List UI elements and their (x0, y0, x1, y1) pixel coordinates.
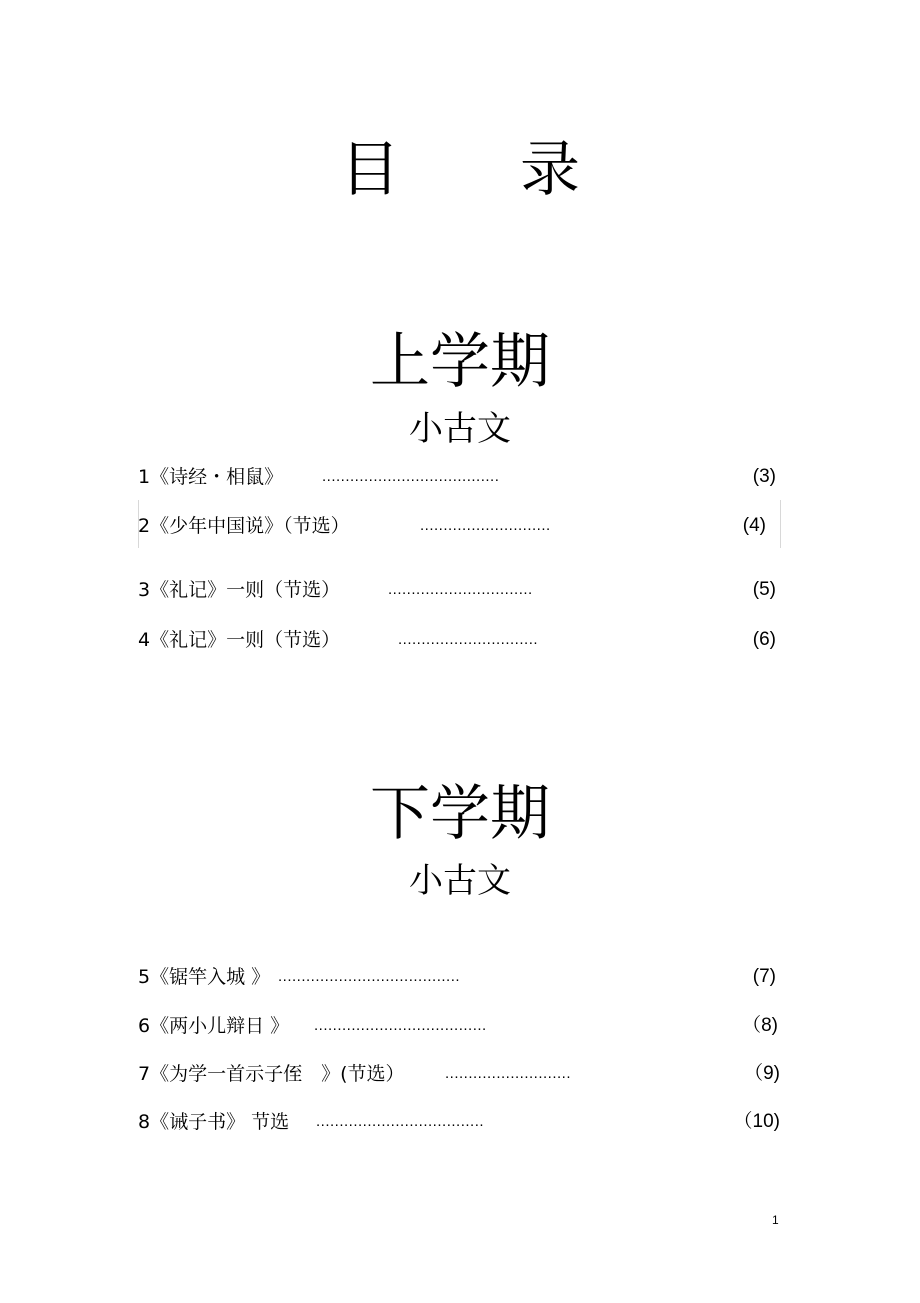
toc-page-number: (5) (752, 579, 776, 600)
toc-leader-dots: ...................................... (322, 468, 500, 485)
toc-leader-dots: ............................... (388, 581, 533, 598)
toc-page-number: （9) (744, 1063, 780, 1084)
toc-leader-dots: .............................. (398, 631, 539, 648)
toc-page-number: (7) (752, 966, 776, 987)
toc-row[interactable] (138, 1061, 780, 1087)
toc-row[interactable] (138, 464, 776, 490)
toc-page-number: (4) (742, 515, 766, 536)
toc-row[interactable] (138, 513, 766, 539)
toc-entry: 2《少年中国说》（节选） (138, 515, 350, 537)
toc-page-number: （8) (742, 1015, 778, 1036)
toc-entry: 5《锯竿入城 》 (138, 966, 271, 988)
toc-entry: 3《礼记》一则（节选） (138, 579, 341, 601)
toc-row[interactable] (138, 1013, 778, 1039)
toc-row[interactable] (138, 964, 776, 990)
page-number: 1 (772, 1213, 779, 1227)
toc-entry: 6《两小儿辩日 》 (138, 1015, 290, 1037)
toc-entry: 8《诫子书》 节选 (138, 1111, 290, 1133)
toc-leader-dots: ....................................... (278, 968, 461, 985)
toc-entry: 1《诗经・相鼠》 (138, 466, 284, 488)
toc-page-number: (6) (752, 629, 776, 650)
term2-subheading: 小古文 (409, 861, 511, 901)
term1-heading: 上学期 (370, 327, 550, 397)
toc-row[interactable] (138, 577, 776, 603)
page-title: 目 录 (340, 135, 580, 205)
toc-leader-dots: ............................ (420, 517, 551, 534)
term2-heading: 下学期 (370, 779, 550, 849)
toc-entry: 4《礼记》一则（节选） (138, 629, 341, 651)
toc-row[interactable] (138, 1109, 780, 1135)
toc-page-number: (3) (752, 466, 776, 487)
toc-row[interactable] (138, 627, 776, 653)
toc-leader-dots: ..................................... (314, 1017, 487, 1034)
toc-leader-dots: ........................... (445, 1065, 572, 1082)
toc-page-number: （10) (733, 1111, 780, 1132)
toc-leader-dots: .................................... (316, 1113, 485, 1130)
toc-entry: 7《为学一首示子侄 》(节选） (138, 1063, 405, 1085)
term1-subheading: 小古文 (409, 409, 511, 449)
